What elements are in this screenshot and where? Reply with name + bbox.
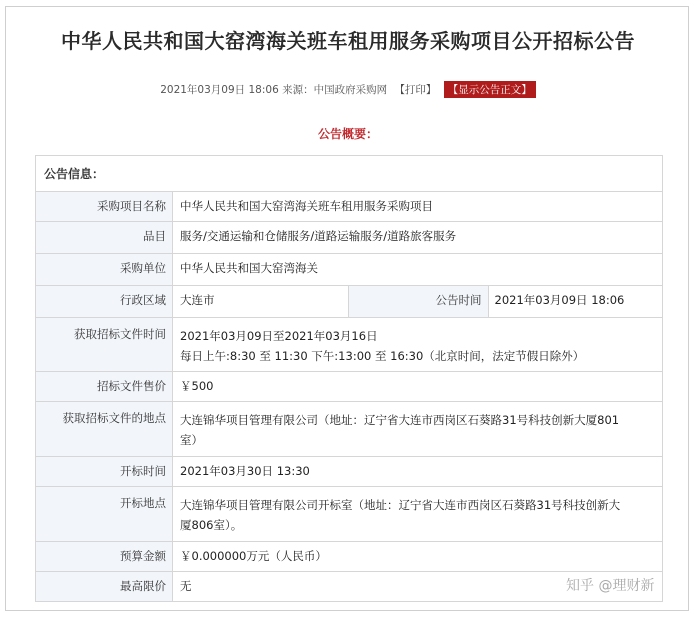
row-value: ￥0.000000万元（人民币） bbox=[180, 549, 327, 563]
row-value: ￥500 bbox=[180, 379, 214, 393]
table-row bbox=[36, 457, 662, 487]
row-label: 公告时间 bbox=[349, 286, 489, 317]
row-value-line: 2021年03月09日至2021年03月16日 bbox=[180, 329, 378, 343]
datetime-source: 2021年03月09日 18:06 来源：中国政府采购网 bbox=[160, 84, 388, 96]
row-label: 开标地点 bbox=[36, 487, 173, 541]
row-value: 2021年03月09日 18:06 bbox=[494, 293, 625, 307]
table-row bbox=[36, 542, 662, 572]
row-value bbox=[173, 402, 662, 456]
row-value-line: 大连锦华项目管理有限公司开标室（地址：辽宁省大连市西岗区石葵路31号科技创新大 bbox=[180, 498, 621, 512]
watermark-text: 知乎 @理财新 bbox=[566, 578, 655, 594]
row-label: 品目 bbox=[36, 222, 173, 253]
table-row bbox=[36, 402, 662, 457]
table-row bbox=[36, 286, 662, 318]
row-label: 预算金额 bbox=[36, 542, 173, 571]
announcement-frame bbox=[5, 6, 689, 611]
row-value: 2021年03月30日 13:30 bbox=[180, 464, 310, 478]
table-row bbox=[36, 372, 662, 402]
info-header: 公告信息： bbox=[36, 156, 662, 192]
row-value: 服务/交通运输和仓储服务/道路运输服务/道路旅客服务 bbox=[180, 229, 457, 243]
row-label: 获取招标文件的地点 bbox=[36, 402, 173, 456]
row-value-line: 每日上午:8:30 至 11:30 下午:13:00 至 16:30（北京时间，法定节假日除外） bbox=[180, 349, 585, 363]
table-row bbox=[36, 318, 662, 372]
row-value bbox=[173, 318, 662, 371]
row-label: 采购项目名称 bbox=[36, 192, 173, 221]
row-label: 采购单位 bbox=[36, 254, 173, 285]
row-value bbox=[173, 487, 662, 541]
table-row bbox=[36, 192, 662, 222]
page-title: 中华人民共和国大窑湾海关班车租用服务采购项目公开招标公告 bbox=[61, 29, 635, 53]
info-table bbox=[35, 155, 663, 602]
show-full-text-button[interactable]: 【显示公告正文】 bbox=[444, 81, 536, 98]
row-value-line: 室） bbox=[180, 433, 203, 447]
row-value: 无 bbox=[180, 579, 192, 593]
table-row bbox=[36, 254, 662, 286]
row-label: 行政区域 bbox=[36, 286, 173, 317]
row-label: 最高限价 bbox=[36, 572, 173, 601]
row-label: 开标时间 bbox=[36, 457, 173, 486]
summary-title: 公告概要： bbox=[317, 127, 378, 141]
row-value: 中华人民共和国大窑湾海关班车租用服务采购项目 bbox=[180, 199, 433, 213]
row-value: 中华人民共和国大窑湾海关 bbox=[180, 261, 318, 275]
table-row bbox=[36, 222, 662, 254]
meta-line bbox=[6, 81, 689, 98]
row-label: 招标文件售价 bbox=[36, 372, 173, 401]
row-value-line: 厦806室）。 bbox=[180, 518, 243, 532]
table-row bbox=[36, 487, 662, 542]
row-value-line: 大连锦华项目管理有限公司（地址：辽宁省大连市西岗区石葵路31号科技创新大厦801 bbox=[180, 413, 620, 427]
row-value: 大连市 bbox=[173, 286, 349, 317]
row-label: 获取招标文件时间 bbox=[36, 318, 173, 371]
print-link[interactable]: 【打印】 bbox=[394, 84, 437, 96]
